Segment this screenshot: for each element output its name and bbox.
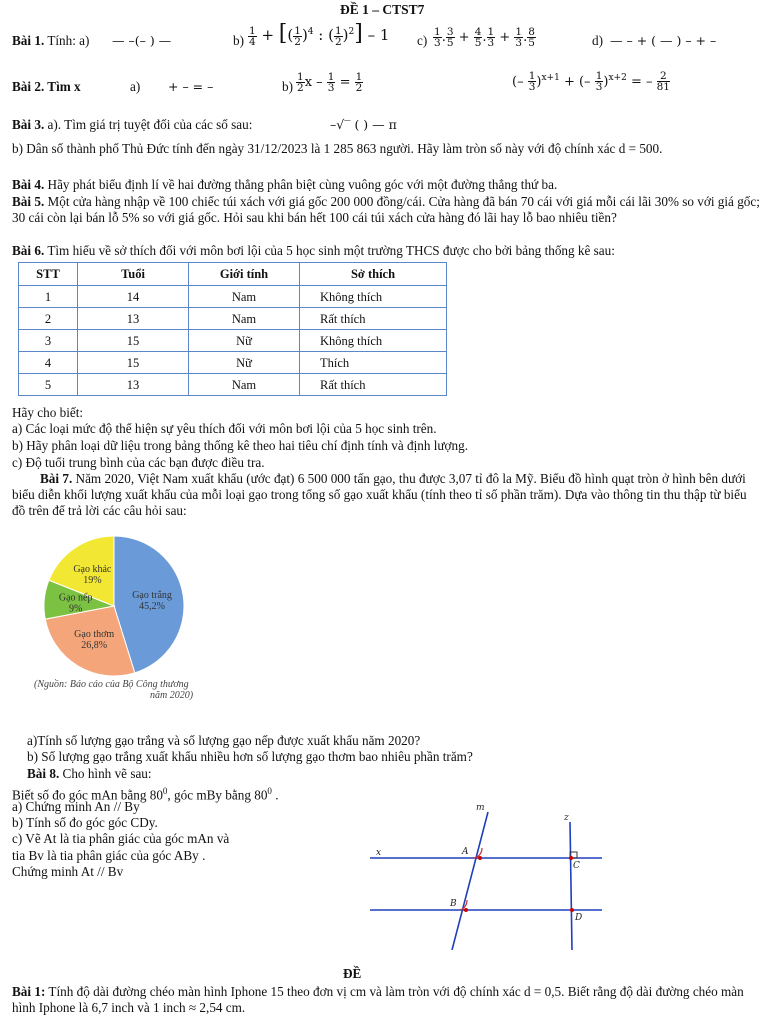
bai4-label: Bài 4. xyxy=(12,177,45,192)
degree-sup: 0 xyxy=(162,786,168,796)
chart-source-line2: năm 2020) xyxy=(150,690,194,701)
stats-table xyxy=(18,262,447,396)
bai7-qb: b) Số lượng gạo trắng xuất khẩu nhiều hơn số lượng gạo thơm bao nhiêu phần trăm? xyxy=(27,749,473,764)
table-cell: 15 xyxy=(78,352,189,374)
bai1-d-label: d) xyxy=(592,33,603,48)
label-A: A xyxy=(462,847,469,857)
table-row xyxy=(19,352,447,374)
bai1-d-expr: — – + ( — ) – + – xyxy=(610,33,717,48)
pie-label-1: Gạo thơm xyxy=(74,629,115,641)
pie-value-label-2: 9% xyxy=(68,603,83,615)
part2-text: Tính độ dài đường chéo màn hình Iphone 15 theo đơn vị cm và làm tròn với độ chính xác d = 0,5. Biết rằng độ dài đường chéo màn hình Iphone là 6,7 inch và 1 inch ≈ 2,54 cm. xyxy=(12,984,744,1015)
bai3-label: Bài 3. xyxy=(12,117,45,132)
bai6 xyxy=(12,243,760,259)
bai1-prompt: Tính: a) xyxy=(47,33,90,48)
table-cell: Không thích xyxy=(300,330,447,352)
bai4 xyxy=(12,177,760,193)
table-row xyxy=(19,330,447,352)
bai6-qb: b) Hãy phân loại dữ liệu trong bảng thống kê theo hai tiêu chí định tính và định lượng. xyxy=(12,438,469,453)
table-cell: 15 xyxy=(78,330,189,352)
label-z: z xyxy=(564,813,569,823)
table-cell: Nam xyxy=(189,286,300,308)
table-cell: 14 xyxy=(78,286,189,308)
label-x: x xyxy=(376,848,382,858)
geometry-figure xyxy=(370,800,610,950)
bai1-c-label: c) xyxy=(417,33,428,48)
bai2-c-expr: (– $\frac{1}{3}$ )$^{x+1}$ + (– $\frac{1}{3}$ )$^{x+2}$ = – $\frac{2}{81}$ xyxy=(512,70,670,94)
table-cell: 2 xyxy=(19,308,78,330)
table-cell: Không thích xyxy=(300,286,447,308)
part2-title: ĐỀ xyxy=(343,966,362,981)
point-B xyxy=(464,908,468,912)
table-cell: 5 xyxy=(19,374,78,396)
line-z xyxy=(570,822,572,950)
table-header: Sở thích xyxy=(300,263,447,286)
bai3-a-text: a). Tìm giá trị tuyệt đối của các số sau: xyxy=(47,117,253,132)
bai2-a-expr: + – = – xyxy=(168,79,214,94)
bai1-c-expr: $\frac{1}{3}$ . $\frac{3}{5}$ + $\frac{4}{5}$ . $\frac{1}{3}$ + $\frac{1}{3}$ . $\frac{8}{5}$ xyxy=(434,26,535,49)
bai7-qa: a)Tính số lượng gạo trắng và số lượng gạo nếp được xuất khẩu năm 2020? xyxy=(27,733,421,748)
bai8-heading xyxy=(27,766,152,782)
label-B: B xyxy=(450,899,457,909)
table-cell: 3 xyxy=(19,330,78,352)
table-cell: 4 xyxy=(19,352,78,374)
point-C xyxy=(569,856,573,860)
table-cell: Nam xyxy=(189,308,300,330)
pie-label-2: Gạo nếp xyxy=(58,592,93,604)
bai8-label: Bài 8. xyxy=(27,766,60,781)
chart-source-line1: (Nguồn: Báo cáo của Bộ Công thương xyxy=(34,679,189,690)
bai2-b-label: b) xyxy=(282,79,293,94)
bai8-intro: Cho hình vẽ sau: xyxy=(62,766,152,781)
bai6-qc: c) Độ tuổi trung bình của các bạn được điều tra. xyxy=(12,455,265,470)
table-cell: 13 xyxy=(78,308,189,330)
table-cell: 13 xyxy=(78,374,189,396)
bai8-given: Biết số đo góc mAn bằng $80^0$, góc mBy bằng $80^0$ . xyxy=(12,786,279,803)
bai5-text: Một cửa hàng nhập về 100 chiếc túi xách với giá gốc 200 000 đồng/cái. Cửa hàng đã bán 70 cái với giá mỗi cái lãi 30% so với giá gốc; 30 cái còn lại bán lỗ 5% so với giá gốc. Hỏi sau khi bán hết 100 cái túi xách cửa hàng đó lãi hay lỗ bao nhiêu tiền? xyxy=(12,194,760,225)
pie-label-0: Gạo trắng xyxy=(132,590,172,602)
bai8-qc3: Chứng minh At // Bv xyxy=(12,864,124,879)
bai3-a-line xyxy=(12,117,252,133)
label-C: C xyxy=(573,861,580,871)
line-m xyxy=(452,812,488,950)
bai8-qc1: c) Vẽ At là tia phân giác của góc mAn và xyxy=(12,831,230,846)
table-header: Giới tính xyxy=(189,263,300,286)
point-A xyxy=(478,856,482,860)
table-cell: Nữ xyxy=(189,352,300,374)
bai2-b-expr: $\frac{1}{2}$ x – $\frac{1}{3}$ = $\frac{1}{2}$ xyxy=(297,71,363,94)
label-D: D xyxy=(575,913,583,923)
table-header-row xyxy=(19,263,447,286)
bai2-label: Bài 2. Tìm x xyxy=(12,79,81,94)
pie-label-3: Gạo khác xyxy=(73,564,112,576)
degree-sup: 0 xyxy=(267,786,272,796)
pie-value-label-3: 19% xyxy=(83,575,102,587)
table-row xyxy=(19,286,447,308)
table-cell: 1 xyxy=(19,286,78,308)
part2-bai1 xyxy=(12,984,760,1016)
bai3-b-text: b) Dân số thành phố Thủ Đức tính đến ngày 31/12/2023 là 1 285 863 người. Hãy làm tròn số này với độ chính xác d = 500. xyxy=(12,141,663,156)
table-cell: Rất thích xyxy=(300,374,447,396)
bai7 xyxy=(12,471,760,519)
bai6-q-intro: Hãy cho biết: xyxy=(12,405,84,420)
bai7-text: Năm 2020, Việt Nam xuất khẩu (ước đạt) 6 500 000 tấn gạo, thu được 3,07 tỉ đô la Mỹ. Biểu đồ hình quạt tròn ở hình bên dưới biểu diễn khối lượng xuất khẩu của mỗi loại gạo trong tổng số gạo xuất khẩu (tính theo tỉ số phần trăm). Dựa vào thông tin thu thập từ biểu đồ trên để trả lời các câu hỏi sau: xyxy=(12,471,747,518)
table-cell: Nam xyxy=(189,374,300,396)
bai1-b-label: b) xyxy=(233,33,244,48)
bai2-a-label: a) xyxy=(130,79,141,94)
table-cell: Thích xyxy=(300,352,447,374)
table-cell: Nữ xyxy=(189,330,300,352)
bai1-line xyxy=(12,33,89,49)
bai4-text: Hãy phát biểu định lí về hai đường thẳng phân biệt cùng vuông góc với một đường thẳng thứ ba. xyxy=(47,177,558,192)
point-D xyxy=(570,908,574,912)
pie-value-label-0: 45,2% xyxy=(139,601,165,613)
bai6-text: Tìm hiểu về sở thích đối với môn bơi lội của 5 học sinh một trường THCS được cho bởi bảng thống kê sau: xyxy=(47,243,615,258)
pie-value-label-1: 26,8% xyxy=(81,640,108,652)
table-row xyxy=(19,374,447,396)
table-row xyxy=(19,308,447,330)
table-cell: Rất thích xyxy=(300,308,447,330)
bai5-label: Bài 5. xyxy=(12,194,45,209)
bai6-label: Bài 6. xyxy=(12,243,45,258)
bai7-label: Bài 7. xyxy=(40,471,73,486)
bai6-qa: a) Các loại mức độ thể hiện sự yêu thích đối với môn bơi lội của 5 học sinh trên. xyxy=(12,421,437,436)
part2-label: Bài 1: xyxy=(12,984,46,999)
given-part-b: , góc mBy bằng 80 xyxy=(167,787,268,803)
bai5 xyxy=(12,194,760,226)
label-m: m xyxy=(476,803,485,813)
table-header: Tuổi xyxy=(78,263,189,286)
bai1-label: Bài 1. xyxy=(12,33,45,48)
bai3-a-values: –√‾ ( ) — π xyxy=(330,117,397,132)
bai1-b-expr: $\frac{1}{4}$ + [( $\frac{1}{2}$ )$^4$ : ( $\frac{1}{2}$ )$^2$] – 1 xyxy=(249,21,390,48)
bai1-a-expr: — –(– ) — xyxy=(112,33,172,48)
table-header: STT xyxy=(19,263,78,286)
bai8-qc2: tia Bv là tia phân giác của góc ABy . xyxy=(12,848,206,863)
exam-title: ĐỀ 1 – CTST7 xyxy=(340,2,425,17)
bai8-qa: a) Chứng minh An // By xyxy=(12,799,140,814)
given-part-a: Biết số đo góc mAn bằng 80 xyxy=(12,787,163,803)
bai8-qb: b) Tính số đo góc góc CDy. xyxy=(12,815,158,830)
